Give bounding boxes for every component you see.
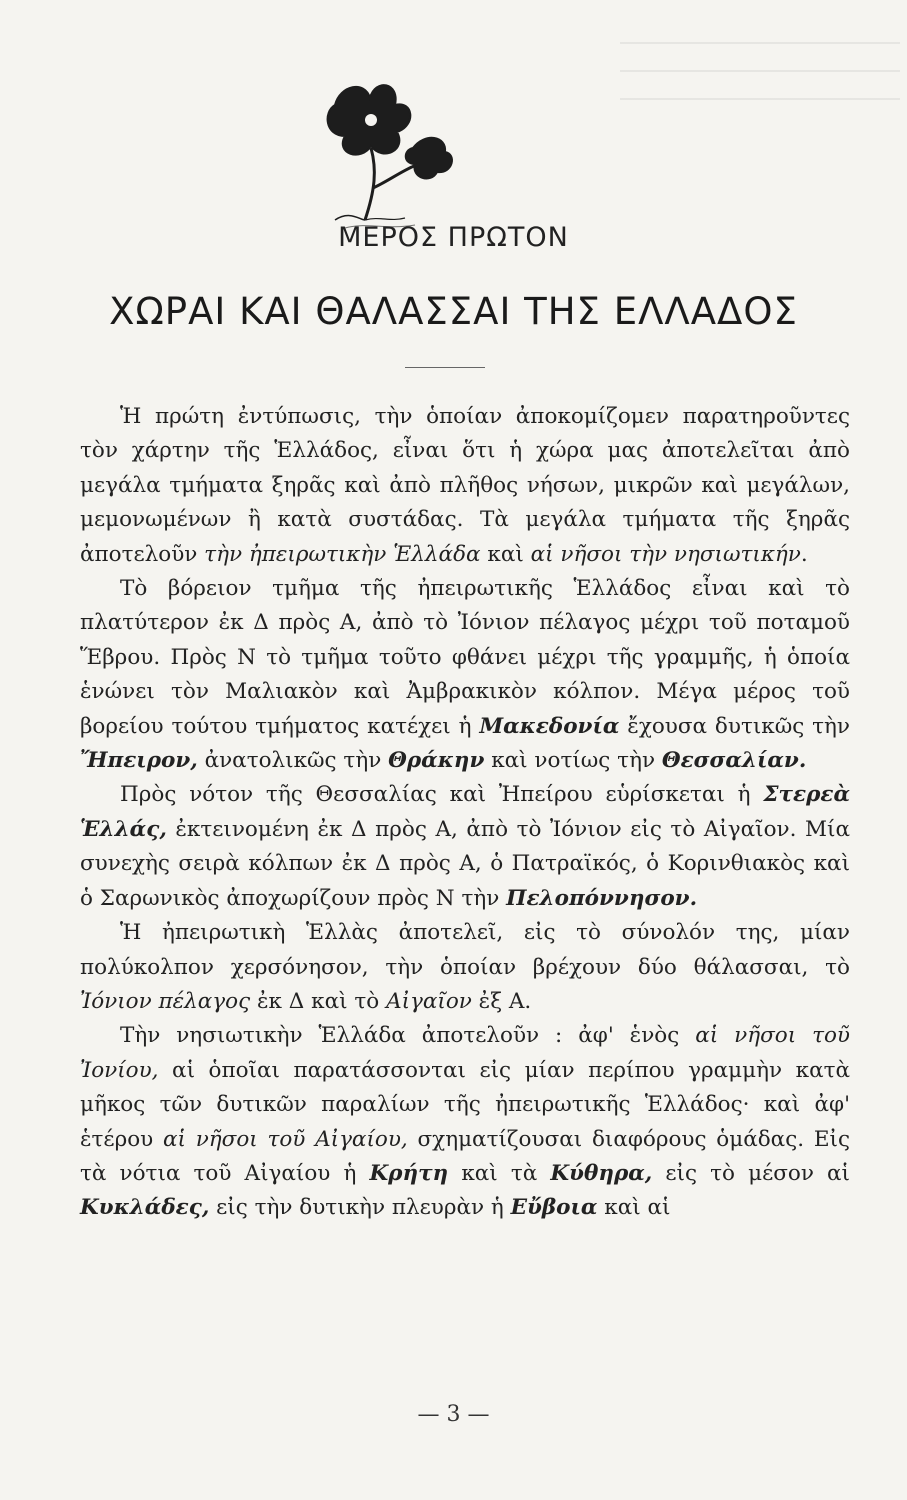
text-run: καὶ νοτίως τὴν [484, 748, 662, 774]
emphasized-term: Θράκην [388, 748, 485, 774]
italic-phrase: αἱ νῆσοι τοῦ Αἰγαίου, [162, 1126, 408, 1152]
text-run: ἐξ Α. [471, 988, 532, 1014]
emphasized-term: Πελοπόννησον. [506, 885, 698, 911]
chapter-title: ΧΩΡΑΙ ΚΑΙ ΘΑΛΑΣΣΑΙ ΤΗΣ ΕΛΛΑΔΟΣ [109, 290, 798, 333]
paragraph [80, 778, 850, 916]
emphasized-term: Εὔβοια [510, 1195, 598, 1221]
flower-sprig-icon [295, 70, 475, 240]
text-run: καὶ τὰ [448, 1160, 551, 1186]
paragraph [80, 916, 850, 1019]
text-run: καὶ [480, 541, 531, 567]
text-run: ἐκτεινομένη ἐκ Δ πρὸς Α, ἀπὸ τὸ Ἰόνιον εἰς τὸ Αἰγαῖον. Μία συνεχὴς σειρὰ κόλπων ἐκ Δ πρὸς Α, ὁ Πατραϊκός, ὁ Κορινθιακὸς καὶ ὁ Σαρωνικὸς ἀποχωρίζουν πρὸς Ν τὴν [80, 816, 850, 911]
text-run: Πρὸς νότον τῆς Θεσσαλίας καὶ Ἠπείρου εὑρίσκεται ἡ [120, 782, 764, 808]
emphasized-term: Ἤπειρον, [80, 748, 198, 774]
text-run: . [800, 541, 808, 567]
emphasized-term: Στερεὰ Ἑλλάς, [80, 782, 850, 842]
bleed-through-text [620, 30, 900, 100]
paragraph [80, 572, 850, 778]
text-run: εἰς τὴν δυτικὴν πλευρὰν ἡ [209, 1195, 511, 1221]
body-text [80, 400, 850, 1226]
text-run: Τὸ βόρειον τμῆμα τῆς ἠπειρωτικῆς Ἑλλάδος εἶναι καὶ τὸ πλατύτερον ἐκ Δ πρὸς Α, ἀπὸ τὸ Ἰόνιον πέλαγος μέχρι τοῦ ποταμοῦ Ἕβρου. Πρὸς Ν τὸ τμῆμα τοῦτο φθάνει μέχρι τῆς γραμμῆς, ἡ ὁποία ἑνώνει τὸν Μαλιακὸν καὶ Ἀμβρακικὸν κόλπον. Μέγα μέρος τοῦ βορείου τούτου τμήματος κατέχει ἡ [80, 576, 850, 739]
italic-phrase: τὴν ἠπειρωτικὴν Ἑλλάδα [204, 541, 481, 567]
italic-phrase: Ἰόνιον πέλαγος [80, 988, 251, 1014]
text-run: εἰς τὸ μέσον αἱ [652, 1160, 850, 1186]
italic-phrase: αἱ νῆσοι τοῦ Ἰονίου, [80, 1023, 850, 1083]
paragraph [80, 1019, 850, 1225]
italic-phrase: Αἰγαῖον [386, 988, 472, 1014]
page-number: — 3 — [417, 1402, 490, 1427]
part-title: ΜΕΡΟΣ ΠΡΩΤΟΝ [338, 222, 569, 253]
emphasized-term: Κρήτη [369, 1160, 449, 1186]
text-run: Τὴν νησιωτικὴν Ἑλλάδα ἀποτελοῦν : ἀφ' ἑνὸς [120, 1023, 696, 1049]
italic-phrase: αἱ νῆσοι τὴν νησιωτικήν [530, 541, 801, 567]
emphasized-term: Μακεδονία [479, 713, 620, 739]
emphasized-term: Κυκλάδες, [80, 1195, 210, 1221]
text-run: αἱ ὁποῖαι παρατάσσονται εἰς μίαν περίπου γραμμὴν κατὰ μῆκος τῶν δυτικῶν παραλίων τῆς ἠπειρωτικῆς Ἑλλάδος· καὶ ἀφ' ἑτέρου [80, 1057, 850, 1152]
text-run: ἔχουσα δυτικῶς τὴν [619, 713, 850, 739]
text-run: ἀνατολικῶς τὴν [197, 748, 389, 774]
text-run: καὶ αἱ [597, 1195, 671, 1221]
emphasized-term: Κύθηρα, [550, 1160, 653, 1186]
text-run: σχηματίζουσαι διαφόρους ὁμάδας. Εἰς τὰ νότια τοῦ Αἰγαίου ἡ [80, 1126, 850, 1186]
title-divider [405, 367, 485, 368]
text-run: Ἡ πρώτη ἐντύπωσις, τὴν ὁποίαν ἀποκομίζομεν παρατηροῦντες τὸν χάρτην τῆς Ἑλλάδος, εἶναι ὅτι ἡ χώρα μας ἀποτελεῖται ἀπὸ μεγάλα τμήματα ξηρᾶς καὶ ἀπὸ πλῆθος νήσων, μικρῶν καὶ μεγάλων, μεμονωμένων ἢ κατὰ συστάδας. Τὰ μεγάλα τμήματα τῆς ξηρᾶς ἀποτελοῦν [80, 404, 850, 567]
paragraph [80, 400, 850, 572]
text-run: ἐκ Δ καὶ τὸ [250, 988, 387, 1014]
text-run: Ἡ ἠπειρωτικὴ Ἑλλὰς ἀποτελεῖ, εἰς τὸ σύνολόν της, μίαν πολύκολπον χερσόνησον, τὴν ὁποίαν βρέχουν δύο θάλασσαι, τὸ [80, 920, 850, 980]
emphasized-term: Θεσσαλίαν. [661, 748, 807, 774]
